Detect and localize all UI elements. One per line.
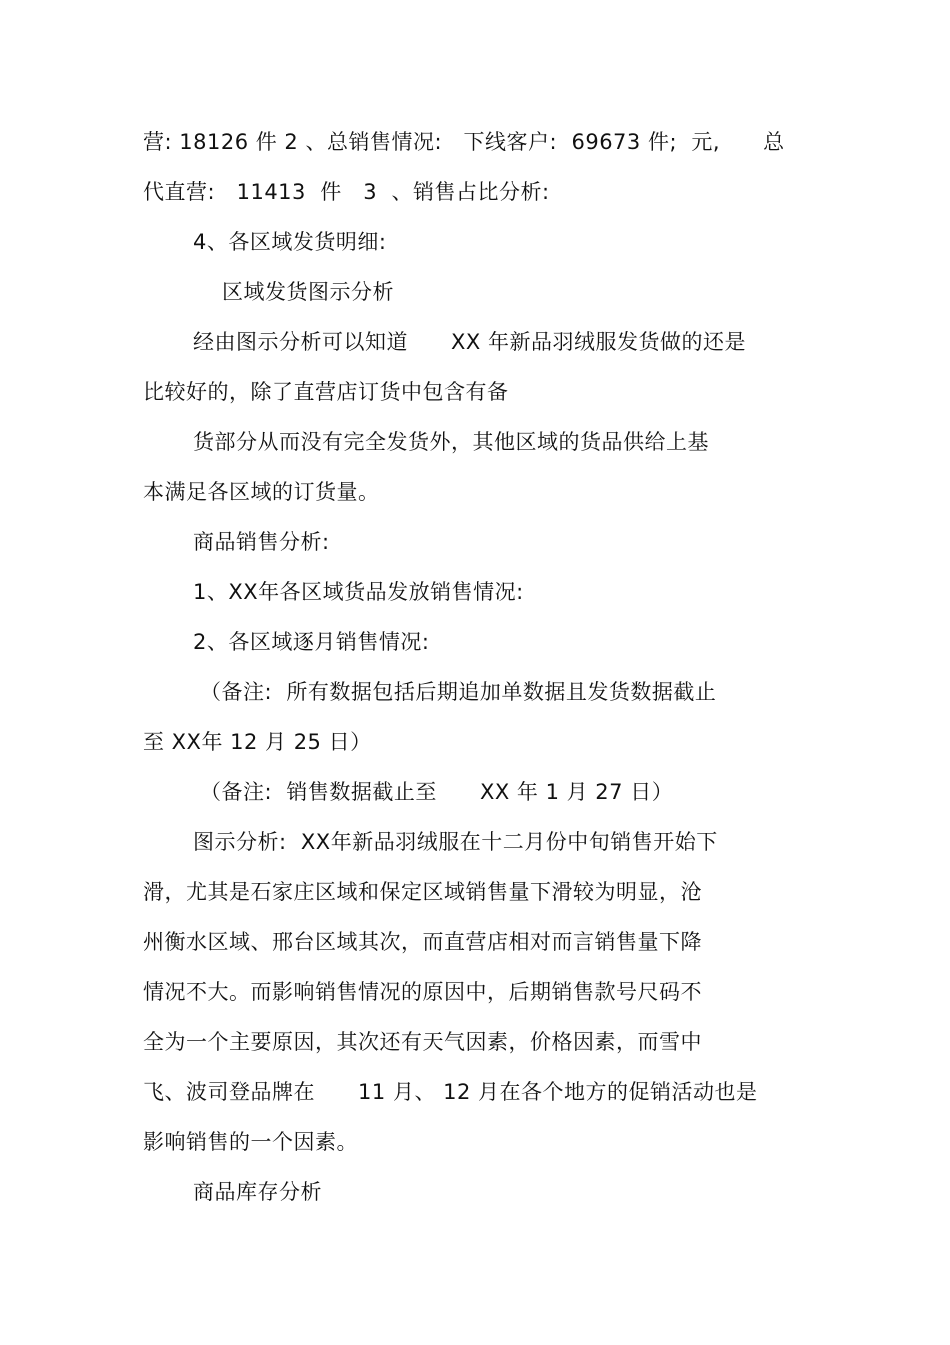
text-line: 营: 18126 件 2 、总销售情况: 下线客户: 69673 件; 元, 总: [143, 130, 785, 154]
paragraph-line: 情况不大。而影响销售情况的原因中，后期销售款号尺码不: [143, 980, 702, 1004]
paragraph-line: 经由图示分析可以知道 XX 年新品羽绒服发货做的还是: [193, 330, 746, 354]
paragraph-line: 州衡水区域、邢台区域其次，而直营店相对而言销售量下降: [143, 930, 702, 954]
paragraph-line: 图示分析: XX年新品羽绒服在十二月份中旬销售开始下: [193, 830, 718, 854]
paragraph-line: 全为一个主要原因，其次还有天气因素，价格因素，而雪中: [143, 1030, 702, 1054]
note-line: 至 XX年 12 月 25 日）: [143, 730, 372, 754]
note-line: （备注: 所有数据包括后期追加单数据且发货数据截止: [200, 680, 717, 704]
section-heading: 区域发货图示分析: [222, 280, 394, 304]
paragraph-line: 影响销售的一个因素。: [143, 1130, 358, 1154]
paragraph-line: 货部分从而没有完全发货外，其他区域的货品供给上基: [193, 430, 709, 454]
paragraph-line: 飞、波司登品牌在 11 月、 12 月在各个地方的促销活动也是: [143, 1080, 758, 1104]
text-line: 代直营: 11413 件 3 、销售占比分析:: [143, 180, 550, 204]
paragraph-line: 滑，尤其是石家庄区域和保定区域销售量下滑较为明显，沧: [143, 880, 702, 904]
note-line: （备注: 销售数据截止至 XX 年 1 月 27 日）: [200, 780, 674, 804]
section-heading: 商品库存分析: [193, 1180, 322, 1204]
section-heading: 商品销售分析:: [193, 530, 330, 554]
paragraph-line: 比较好的，除了直营店订货中包含有备: [143, 380, 509, 404]
section-heading: 1、XX年各区域货品发放销售情况:: [193, 580, 524, 604]
section-heading: 2、各区域逐月销售情况:: [193, 630, 430, 654]
paragraph-line: 本满足各区域的订货量。: [143, 480, 380, 504]
section-heading: 4、各区域发货明细:: [193, 230, 387, 254]
